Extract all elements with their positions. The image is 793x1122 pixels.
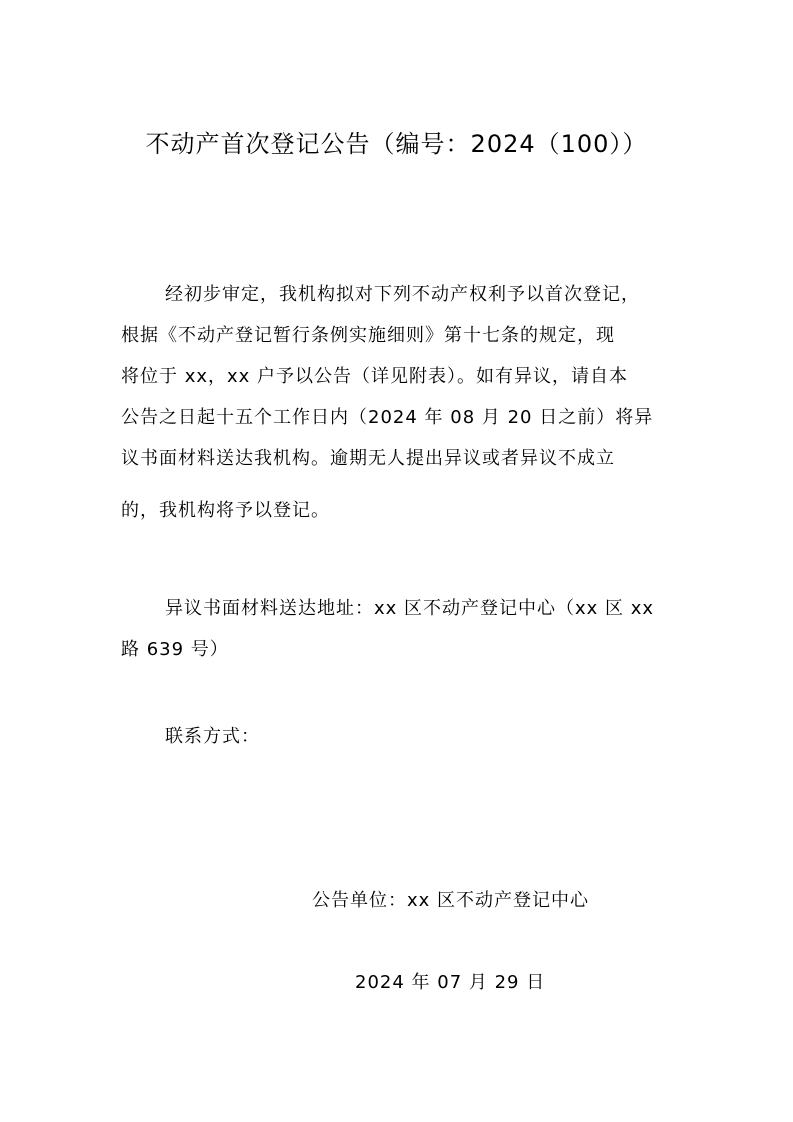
contact-paragraph <box>121 716 675 757</box>
contact-label: 联系方式： <box>165 726 260 747</box>
paragraph-line: 议书面材料送达我机构。逾期无人提出异议或者异议不成立 <box>121 448 615 469</box>
signature-unit: 公告单位：xx 区不动产登记中心 <box>312 890 590 911</box>
paragraph-line: 路 639 号） <box>121 639 229 660</box>
paragraph-line: 将位于 xx，xx 户予以公告（详见附表）。如有异议，请自本 <box>121 366 629 387</box>
announcement-paragraph <box>121 274 675 531</box>
paragraph-line: 经初步审定，我机构拟对下列不动产权利予以首次登记， <box>165 284 640 305</box>
paragraph-line: 根据《不动产登记暂行条例实施细则》第十七条的规定，现 <box>121 325 615 346</box>
paragraph-line: 的，我机构将予以登记。 <box>121 500 330 521</box>
document-title: 不动产首次登记公告（编号：2024（100）） <box>145 130 648 158</box>
objection-address-paragraph <box>121 588 675 670</box>
announcement-date: 2024 年 07 月 29 日 <box>355 972 546 993</box>
paragraph-line: 公告之日起十五个工作日内（2024 年 08 月 20 日之前）将异 <box>121 407 654 428</box>
paragraph-line: 异议书面材料送达地址：xx 区不动产登记中心（xx 区 xx <box>165 598 655 619</box>
